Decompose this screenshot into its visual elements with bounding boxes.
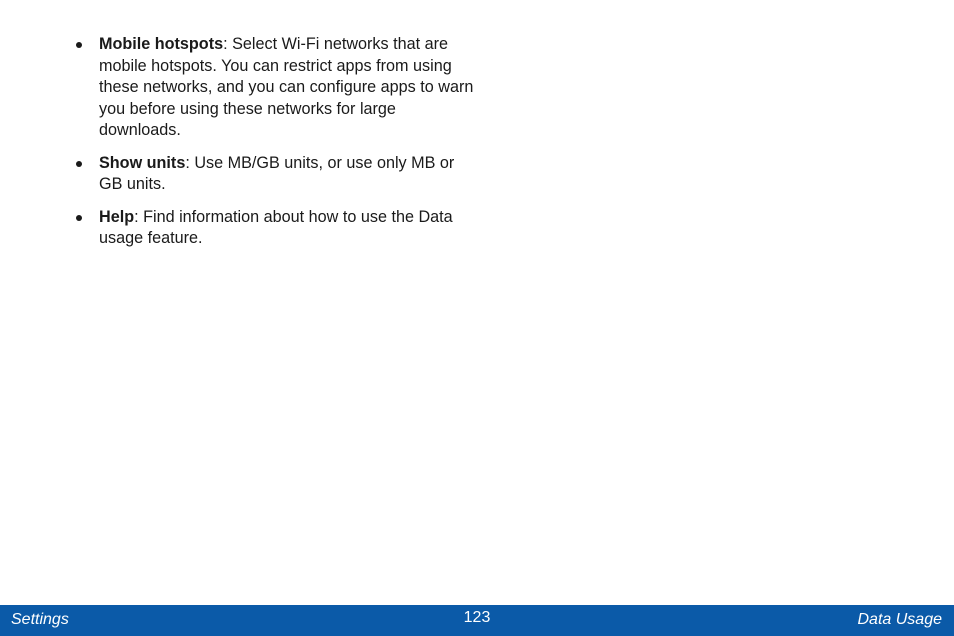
bullet-icon [76,215,82,221]
bullet-term: Help [99,207,135,226]
settings-bullet-list [74,34,474,250]
bullet-term: Mobile hotspots [99,35,224,53]
page-content [74,34,474,261]
footer-section-label: Settings [11,611,69,628]
bullet-help [74,207,474,250]
bullet-description: : Use MB/GB units, or use only MB or GB units. [99,153,455,193]
bullet-description: : Find information about how to use the Data usage feature. [99,207,453,247]
page-footer [0,605,954,636]
bullet-icon [76,42,82,48]
bullet-mobile-hotspots [74,34,474,142]
bullet-icon [76,161,82,167]
bullet-description: : Select Wi-Fi networks that are mobile hotspots. You can restrict apps from using these networks, and you can configure apps to warn you before using these networks for large downloads. [99,35,474,139]
bullet-show-units [74,153,474,196]
footer-chapter-label: Data Usage [857,611,942,628]
bullet-term: Show units [99,153,186,172]
page-number: 123 [463,609,491,626]
